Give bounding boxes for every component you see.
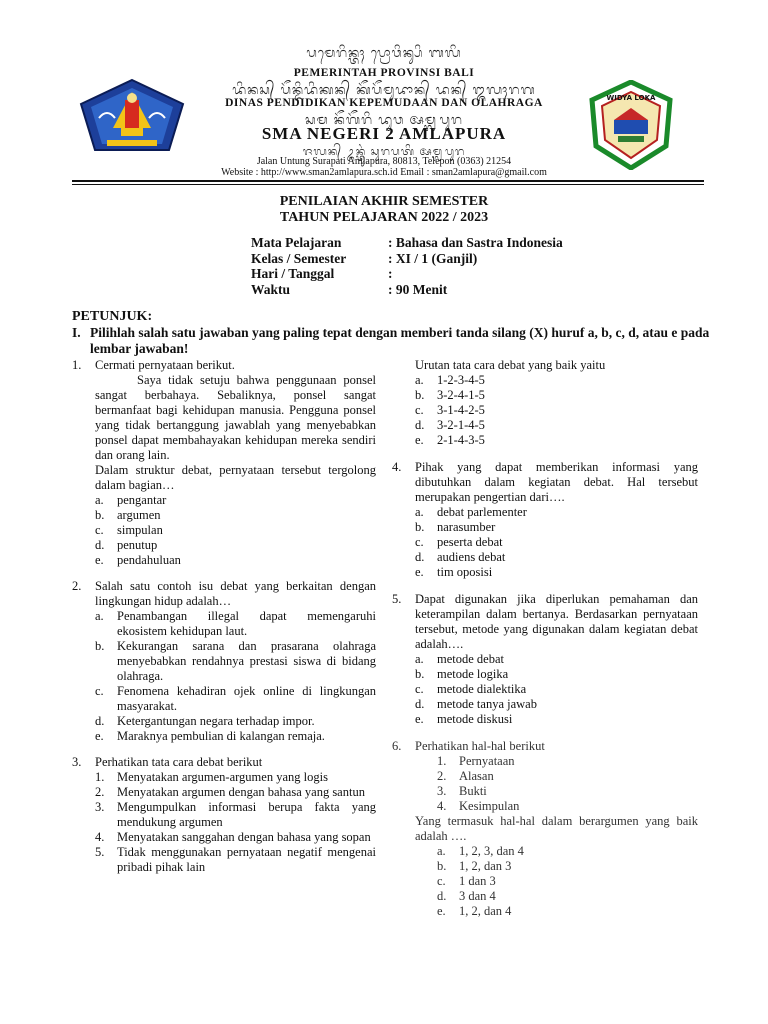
option-letter: a. xyxy=(95,493,104,507)
exam-year: TAHUN PELAJARAN 2022 / 2023 xyxy=(279,210,489,225)
question-stem: Salah satu contoh isu debat yang berkaitan dengan lingkungan hidup adalah… xyxy=(95,579,376,608)
question-number: 4. xyxy=(392,460,402,474)
option-text: metode diskusi xyxy=(437,712,513,726)
option-text: 1, 2, dan 4 xyxy=(459,904,512,918)
option-e[interactable] xyxy=(437,904,698,919)
option-e[interactable] xyxy=(95,553,376,568)
question-stem: Perhatikan tata cara debat berikut xyxy=(95,755,263,769)
option-letter: e. xyxy=(95,553,104,567)
option-e[interactable] xyxy=(95,729,376,744)
procedure-list xyxy=(95,770,376,875)
option-letter: e. xyxy=(415,565,424,579)
question-number: 2. xyxy=(72,579,82,593)
option-text: 1 dan 3 xyxy=(459,874,496,888)
option-c[interactable] xyxy=(437,874,698,889)
item-text: Kesimpulan xyxy=(459,799,520,813)
procedure-item xyxy=(95,800,376,830)
option-letter: d. xyxy=(437,889,447,903)
question-3-continued xyxy=(392,358,698,448)
question-text: Dalam struktur debat, pernyataan tersebut tergolong dalam bagian… xyxy=(95,463,376,492)
instructions-text: Pilihlah salah satu jawaban yang paling tepat dengan memberi tanda silang (X) huruf a, b, c, d, atau e pada lembar jawaban! xyxy=(90,325,710,356)
procedure-item xyxy=(95,830,376,845)
item-number: 4. xyxy=(95,830,105,844)
option-letter: d. xyxy=(415,418,425,432)
option-text: peserta debat xyxy=(437,535,503,549)
option-text: debat parlementer xyxy=(437,505,527,519)
option-letter: c. xyxy=(95,684,104,698)
item-text: Menyatakan argumen-argumen yang logis xyxy=(117,770,328,784)
option-text: Penambangan illegal dapat memengaruhi ekosistem kehidupan laut. xyxy=(117,609,376,638)
option-b[interactable] xyxy=(415,667,698,682)
option-text: 1-2-3-4-5 xyxy=(437,373,485,387)
option-b[interactable] xyxy=(437,859,698,874)
question-number: 5. xyxy=(392,592,402,606)
answer-options xyxy=(415,373,698,448)
option-d[interactable] xyxy=(95,714,376,729)
option-letter: b. xyxy=(415,388,425,402)
question-text: Yang termasuk hal-hal dalam berargumen yang baik adalah …. xyxy=(415,814,698,843)
option-e[interactable] xyxy=(415,712,698,727)
option-letter: c. xyxy=(415,403,424,417)
option-text: pendahuluan xyxy=(117,553,181,567)
option-text: 1, 2, dan 3 xyxy=(459,859,512,873)
option-b[interactable] xyxy=(95,508,376,523)
item-text: Mengumpulkan informasi berupa fakta yang mendukung argumen xyxy=(117,800,376,829)
right-column xyxy=(392,358,698,919)
option-d[interactable] xyxy=(415,550,698,565)
answer-options xyxy=(415,652,698,727)
option-d[interactable] xyxy=(437,889,698,904)
option-text: metode dialektika xyxy=(437,682,527,696)
option-c[interactable] xyxy=(95,684,376,714)
option-text: simpulan xyxy=(117,523,163,537)
option-letter: c. xyxy=(415,535,424,549)
option-d[interactable] xyxy=(415,418,698,433)
option-d[interactable] xyxy=(415,697,698,712)
option-letter: c. xyxy=(437,874,446,888)
option-a[interactable] xyxy=(415,652,698,667)
option-a[interactable] xyxy=(95,609,376,639)
date-value: : xyxy=(388,266,393,281)
option-text: argumen xyxy=(117,508,161,522)
option-letter: b. xyxy=(415,520,425,534)
option-c[interactable] xyxy=(415,535,698,550)
option-text: metode logika xyxy=(437,667,509,681)
option-text: audiens debat xyxy=(437,550,506,564)
question-stem: Cermati pernyataan berikut. xyxy=(95,358,235,372)
instructions-heading: PETUNJUK: xyxy=(72,309,153,324)
item-text: Menyatakan argumen dengan bahasa yang santun xyxy=(117,785,365,799)
list-item xyxy=(437,769,698,784)
option-letter: a. xyxy=(95,609,104,623)
question-number: 6. xyxy=(392,739,402,753)
header-government: PEMERINTAH PROVINSI BALI xyxy=(293,67,475,79)
option-letter: e. xyxy=(95,729,104,743)
item-text: Menyatakan sanggahan dengan bahasa yang sopan xyxy=(117,830,371,844)
option-letter: d. xyxy=(95,714,105,728)
option-text: metode debat xyxy=(437,652,504,666)
question-text: Urutan tata cara debat yang baik yaitu xyxy=(415,358,606,372)
answer-options xyxy=(415,844,698,919)
answer-options xyxy=(95,493,376,568)
option-letter: b. xyxy=(95,639,105,653)
item-text: Pernyataan xyxy=(459,754,515,768)
left-column xyxy=(72,358,376,875)
option-text: Maraknya pembulian di kalangan remaja. xyxy=(117,729,325,743)
question-6 xyxy=(392,739,698,919)
option-e[interactable] xyxy=(415,433,698,448)
item-number: 1. xyxy=(437,754,447,768)
option-letter: b. xyxy=(437,859,447,873)
option-text: metode tanya jawab xyxy=(437,697,537,711)
option-d[interactable] xyxy=(95,538,376,553)
option-b[interactable] xyxy=(415,388,698,403)
option-letter: d. xyxy=(415,550,425,564)
procedure-item xyxy=(95,785,376,800)
option-letter: e. xyxy=(437,904,446,918)
option-text: 3-1-4-2-5 xyxy=(437,403,485,417)
header-script-line-3: ᬲᬫ ᬦᭂᬕᭂᬭᬶ ᬤᬸᬯ ᬅᬫ᭄ᬮᬧᬸᬭ xyxy=(305,113,463,128)
question-stem: Pihak yang dapat memberikan informasi yang dibutuhkan dalam kegiatan debat. Hal tersebut merupakan pengertian dari…. xyxy=(415,460,698,504)
answer-options xyxy=(95,609,376,744)
question-stem: Dapat digunakan jika diperlukan pemahaman dan keterampilan dalam bertanya. Berdasarkan pernyataan tersebut, metode yang digunakan dalam kegiatan debat adalah…. xyxy=(415,592,698,651)
option-b[interactable] xyxy=(95,639,376,684)
time-label: Waktu xyxy=(251,282,291,297)
answer-options xyxy=(415,505,698,580)
item-number: 1. xyxy=(95,770,105,784)
header-script-line-2: ᬤᬶᬦᬲ᭄ ᬧᭂᬦ᭄ᬤᬶᬤᬶᬓᬦ᭄ ᬓᭂᬧᭂᬫᬸᬤᬵᬦ᭄ ᬤᬦ᭄ ᬑᬮᬄᬭᬕ xyxy=(232,83,536,98)
option-e[interactable] xyxy=(415,565,698,580)
list-item xyxy=(437,754,698,769)
option-letter: a. xyxy=(415,505,424,519)
option-a[interactable] xyxy=(95,493,376,508)
option-text: 3-2-4-1-5 xyxy=(437,388,485,402)
item-number: 2. xyxy=(437,769,447,783)
school-logo-text: WIDYA LOKA xyxy=(606,94,656,102)
item-number: 4. xyxy=(437,799,447,813)
option-letter: e. xyxy=(415,712,424,726)
exam-title: PENILAIAN AKHIR SEMESTER xyxy=(279,194,489,209)
option-letter: e. xyxy=(415,433,424,447)
header-website: Website : http://www.sman2amlapura.sch.id Email : sman2amlapura@gmail.com xyxy=(221,167,547,178)
instructions-roman: I. xyxy=(72,325,81,340)
option-text: Kekurangan sarana dan prasarana olahraga menyebabkan rendahnya prestasi siswa di bidang olahraga. xyxy=(117,639,376,683)
question-number: 3. xyxy=(72,755,82,769)
header-divider-thin xyxy=(72,184,704,185)
option-text: 1, 2, 3, dan 4 xyxy=(459,844,524,858)
question-number: 1. xyxy=(72,358,82,372)
class-value: : XI / 1 (Ganjil) xyxy=(388,251,478,266)
header-script-line-4: ᬚᬮᬦ᭄ ᬉᬦ᭄ᬢᬸᬂ ᬲᬸᬭᬧᬢᬶ ᬅᬫ᭄ᬮᬧᬸᬭ xyxy=(302,145,466,158)
option-text: 3-2-1-4-5 xyxy=(437,418,485,432)
option-text: Ketergantungan negara terhadap impor. xyxy=(117,714,315,728)
option-letter: b. xyxy=(95,508,105,522)
question-4 xyxy=(392,460,698,580)
list-item xyxy=(437,784,698,799)
option-text: 3 dan 4 xyxy=(459,889,496,903)
class-label: Kelas / Semester xyxy=(251,251,347,266)
subject-label: Mata Pelajaran xyxy=(251,235,342,250)
option-b[interactable] xyxy=(415,520,698,535)
item-text: Bukti xyxy=(459,784,487,798)
option-text: pengantar xyxy=(117,493,167,507)
item-number: 5. xyxy=(95,845,105,859)
option-text: Fenomena kehadiran ojek online di lingkungan masyarakat. xyxy=(117,684,376,713)
list-item xyxy=(437,799,698,814)
option-letter: c. xyxy=(415,682,424,696)
header-department: DINAS PENDIDIKAN KEPEMUDAAN DAN OLAHRAGA xyxy=(225,97,543,109)
option-letter: a. xyxy=(415,373,424,387)
item-number: 3. xyxy=(437,784,447,798)
option-c[interactable] xyxy=(415,403,698,418)
question-passage: Saya tidak setuju bahwa penggunaan ponsel sangat berbahaya. Sebaliknya, ponsel sangat bermanfaat bagi kehidupan manusia. Pengguna ponsel yang tidak bertanggung jawablah yang menyebabkan ponsel dapat membahayakan kehidupan mereka sendiri dan orang lain. xyxy=(95,373,376,462)
option-a[interactable] xyxy=(415,505,698,520)
item-list xyxy=(415,754,698,814)
option-letter: c. xyxy=(95,523,104,537)
procedure-item xyxy=(95,845,376,875)
question-3 xyxy=(72,755,376,875)
item-number: 2. xyxy=(95,785,105,799)
question-1 xyxy=(72,358,376,568)
option-c[interactable] xyxy=(415,682,698,697)
question-5 xyxy=(392,592,698,727)
option-a[interactable] xyxy=(415,373,698,388)
option-letter: a. xyxy=(415,652,424,666)
procedure-item xyxy=(95,770,376,785)
question-2 xyxy=(72,579,376,744)
item-number: 3. xyxy=(95,800,105,814)
option-a[interactable] xyxy=(437,844,698,859)
header-divider-thick xyxy=(72,180,704,182)
header-script-line-1: ᬧᬫᬾᬭᬶᬦ᭄ᬢᬄ ᬧ᭄ᬭᭀᬯᬶᬦ᭄ᬲᬶ ᬩᬮᬶ xyxy=(306,46,462,61)
item-text: Alasan xyxy=(459,769,494,783)
header-address: Jalan Untung Surapati Amlapura, 80813, Telepon (0363) 21254 xyxy=(256,156,512,167)
date-label: Hari / Tanggal xyxy=(251,266,335,281)
option-text: narasumber xyxy=(437,520,496,534)
option-text: penutup xyxy=(117,538,158,552)
option-c[interactable] xyxy=(95,523,376,538)
option-letter: d. xyxy=(95,538,105,552)
header-school-name: SMA NEGERI 2 AMLAPURA xyxy=(261,124,507,143)
option-letter: a. xyxy=(437,844,446,858)
instructions-block xyxy=(72,325,712,357)
question-stem: Perhatikan hal-hal berikut xyxy=(415,739,545,753)
subject-value: : Bahasa dan Sastra Indonesia xyxy=(388,235,563,250)
item-text: Tidak menggunakan pernyataan negatif mengenai pribadi pihak lain xyxy=(117,845,376,874)
time-value: : 90 Menit xyxy=(388,282,448,297)
option-text: tim oposisi xyxy=(437,565,493,579)
option-letter: d. xyxy=(415,697,425,711)
option-text: 2-1-4-3-5 xyxy=(437,433,485,447)
option-letter: b. xyxy=(415,667,425,681)
